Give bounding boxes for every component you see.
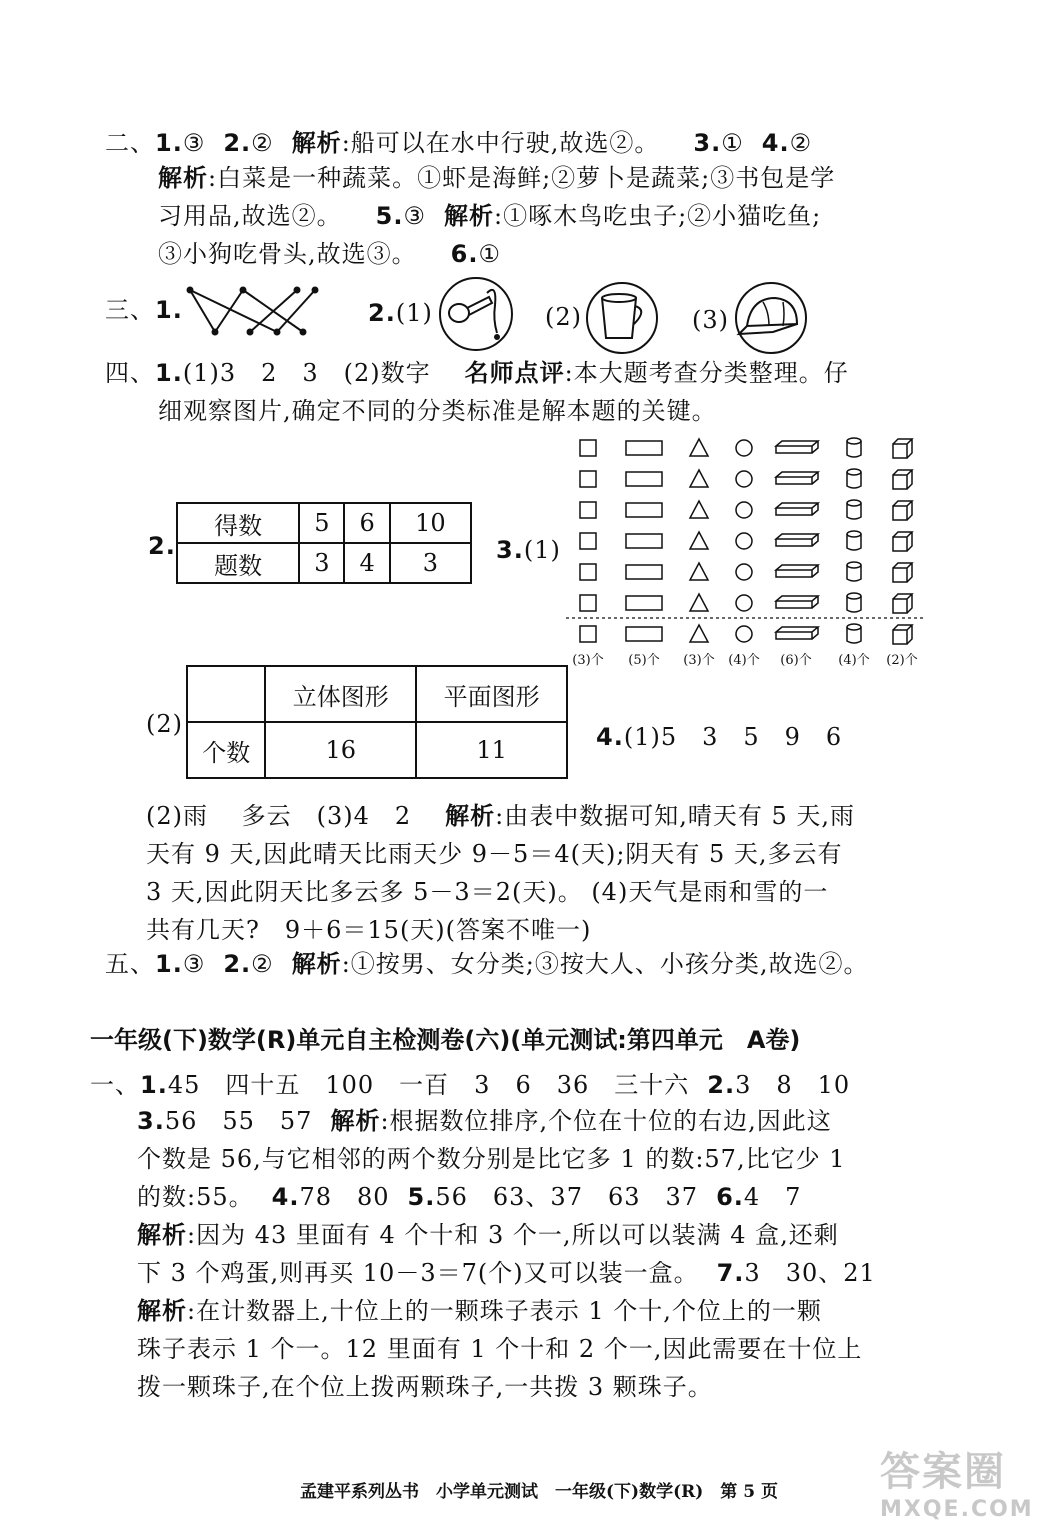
sec4-line6: 天有 9 天,因此晴天比雨天少 9－5＝4(天);阴天有 5 天,多云有 (146, 840, 843, 868)
section-number: 三、 (105, 296, 155, 324)
shape-count-label: (4)个 (838, 653, 870, 668)
cuboid-shape (776, 596, 818, 608)
cylinder-shape (847, 531, 861, 550)
analysis-label: 解析 (330, 1107, 381, 1135)
question-number: 2. (223, 129, 252, 157)
q2-number: 2. (148, 532, 176, 560)
sec4-line5 (146, 799, 855, 833)
table-cell: 5 (299, 503, 344, 543)
q4-line (596, 720, 842, 754)
sec3-q2 (368, 296, 433, 330)
answer: 的数:55。 (137, 1183, 254, 1211)
square-shape (580, 626, 596, 642)
shape-count-label: (2)个 (886, 653, 918, 668)
score-table-row (177, 543, 471, 583)
analysis-text: 下 3 个鸡蛋,则再买 10－3＝7(个)又可以装一盒。 (137, 1259, 699, 1287)
analysis-label: 解析 (445, 802, 496, 830)
question-number: 5. (407, 1183, 436, 1211)
answer: (1)5 3 5 9 6 (623, 723, 843, 751)
analysis-text: :在计数器上,十位上的一颗珠子表示 1 个十,个位上的一颗 (187, 1297, 822, 1325)
answer: ③ (182, 950, 206, 978)
rectangle-shape (626, 534, 662, 548)
analysis-text: :船可以在水中行驶,故选②。 (341, 129, 660, 157)
analysis-text: :根据数位排序,个位在十位的右边,因此这 (380, 1107, 832, 1135)
sub-question: (1) (395, 299, 433, 327)
sec1-line2 (137, 1104, 832, 1138)
sec2-line4 (158, 237, 501, 271)
table-cell: 11 (416, 722, 567, 778)
answer: ② (789, 129, 813, 157)
shape-type-table (186, 665, 568, 779)
question-number: 4. (596, 723, 624, 751)
watermark (880, 1440, 1045, 1530)
sec4-line2: 细观察图片,确定不同的分类标准是解本题的关键。 (158, 397, 717, 425)
question-number: 3. (496, 536, 524, 564)
triangle-shape (690, 625, 708, 642)
sec2-line1 (105, 126, 812, 160)
triangle-shape (690, 594, 708, 611)
sec1-line4 (137, 1180, 801, 1214)
comment-label: 名师点评 (464, 359, 565, 387)
answer: 4 7 (743, 1183, 802, 1211)
analysis-label: 解析 (158, 164, 208, 192)
rectangle-shape (626, 565, 662, 579)
sec1-line9: 拨一颗珠子,在个位上拨两颗珠子,一共拨 3 颗珠子。 (137, 1373, 713, 1401)
answer: 56 63、37 63 37 (435, 1183, 699, 1211)
circle-shape (736, 626, 752, 642)
rectangle-shape (626, 503, 662, 517)
cube-shape (893, 625, 912, 644)
shape-count-label: (4)个 (728, 653, 760, 668)
triangle-shape (690, 563, 708, 580)
q3-p2: (2) (146, 710, 183, 738)
question-number: 4. (761, 129, 790, 157)
cube-shape (893, 501, 912, 520)
shape-count-label: (3)个 (683, 653, 715, 668)
sec1-line1 (90, 1068, 850, 1102)
sec1-line6 (137, 1256, 876, 1290)
answer: ③ (182, 129, 206, 157)
circle-shape (736, 533, 752, 549)
analysis-text: :由表中数据可知,晴天有 5 天,雨 (495, 802, 856, 830)
answer: ① (478, 240, 501, 268)
triangle-shape (690, 532, 708, 549)
cylinder-shape (847, 624, 861, 643)
question-number: 2. (368, 299, 396, 327)
section-number: 一、 (90, 1071, 140, 1099)
sec2-line2 (158, 161, 835, 195)
question-number: 3. (693, 129, 722, 157)
cuboid-shape (776, 534, 818, 546)
cuboid-shape (776, 441, 818, 453)
cup-circle-icon (584, 280, 660, 356)
square-shape (580, 595, 596, 611)
section-number: 二、 (105, 129, 155, 157)
table-header-cell (187, 666, 265, 722)
analysis-label: 解析 (291, 129, 342, 157)
cuboid-shape (776, 503, 818, 515)
cylinder-shape (847, 469, 861, 488)
cube-shape (893, 594, 912, 613)
cube-shape (893, 470, 912, 489)
watermark-top: 答案圈 (880, 1449, 1006, 1495)
sec3-line (105, 293, 183, 327)
table-header-cell: 平面图形 (416, 666, 567, 722)
table-cell: 4 (344, 543, 389, 583)
cube-shape (893, 563, 912, 582)
question-number: 1. (155, 359, 183, 387)
whistle-circle-icon (437, 275, 515, 353)
table-cell: 6 (344, 503, 389, 543)
test-heading: 一年级(下)数学(R)单元自主检测卷(六)(单元测试:第四单元 A卷) (90, 1026, 801, 1054)
question-number: 2. (707, 1071, 736, 1099)
row-header-cell: 得数 (177, 503, 299, 543)
cuboid-shape (776, 565, 818, 577)
sec1-line7 (137, 1294, 822, 1328)
answer: 56 55 57 (164, 1107, 313, 1135)
shape-count-label: (3)个 (572, 653, 604, 668)
circle-shape (736, 440, 752, 456)
square-shape (580, 564, 596, 580)
analysis-text: :①按男、女分类;③按大人、小孩分类,故选②。 (341, 950, 869, 978)
sec2-line3 (158, 199, 821, 233)
answer: ② (251, 129, 274, 157)
cylinder-shape (847, 562, 861, 581)
answer: 45 四十五 100 一百 3 6 36 三十六 (167, 1071, 690, 1099)
sec3-p3: (3) (692, 306, 729, 334)
sec4-line7: 3 天,因此阴天比多云多 5－3＝2(天)。 (4)天气是雨和雪的一 (146, 878, 829, 906)
analysis-label: 解析 (291, 950, 342, 978)
square-shape (580, 533, 596, 549)
cap-circle-icon (733, 280, 809, 356)
square-shape (580, 440, 596, 456)
analysis-label: 解析 (137, 1221, 187, 1249)
square-shape (580, 471, 596, 487)
sec4-line8: 共有几天? 9＋6＝15(天)(答案不唯一) (146, 916, 592, 944)
question-number: 6. (716, 1183, 744, 1211)
cube-shape (893, 439, 912, 458)
circle-shape (736, 595, 752, 611)
rectangle-shape (626, 596, 662, 610)
analysis-text: :白菜是一种蔬菜。①虾是海鲜;②萝卜是蔬菜;③书包是学 (208, 164, 836, 192)
question-number: 5. (375, 202, 404, 230)
question-number: 1. (155, 950, 183, 978)
sec4-line1 (105, 356, 849, 390)
cylinder-shape (847, 438, 861, 457)
cube-shape (893, 532, 912, 551)
triangle-shape (690, 439, 708, 456)
section-number: 五、 (105, 950, 155, 978)
triangle-shape (690, 501, 708, 518)
row-header-cell: 个数 (187, 722, 265, 778)
page-footer: 孟建平系列丛书 小学单元测试 一年级(下)数学(R) 第 5 页 (300, 1482, 778, 1502)
comment-text: :本大题考查分类整理。仔 (564, 359, 849, 387)
question-number: 3. (137, 1107, 165, 1135)
analysis-text: ③小狗吃骨头,故选③。 (158, 240, 417, 268)
answer: 78 80 (299, 1183, 390, 1211)
table-header-cell: 立体图形 (265, 666, 416, 722)
circle-shape (736, 502, 752, 518)
table-header-row (187, 666, 567, 722)
table-cell: 16 (265, 722, 416, 778)
rectangle-shape (626, 441, 662, 455)
answer: ② (251, 950, 274, 978)
circle-shape (736, 471, 752, 487)
question-number: 1. (155, 129, 183, 157)
cylinder-shape (847, 593, 861, 612)
sec1-line5 (137, 1218, 839, 1252)
answer: ① (721, 129, 744, 157)
analysis-label: 解析 (443, 202, 494, 230)
rectangle-shape (626, 472, 662, 486)
answer: ③ (403, 202, 426, 230)
cylinder-shape (847, 500, 861, 519)
q3-line (496, 533, 561, 567)
sec3-p2: (2) (545, 303, 582, 331)
question-number: 1. (140, 1071, 168, 1099)
question-number: 6. (450, 240, 479, 268)
rectangle-shape (626, 627, 662, 641)
sec1-line8: 珠子表示 1 个一。12 里面有 1 个十和 2 个一,因此需要在十位上 (137, 1335, 863, 1363)
answer: 3 30、21 (744, 1259, 876, 1287)
question-number: 2. (223, 950, 252, 978)
score-table (176, 502, 472, 584)
sec5-line (105, 947, 869, 981)
shape-count-label: (6)个 (780, 653, 812, 668)
question-number: 4. (271, 1183, 300, 1211)
cuboid-shape (776, 472, 818, 484)
score-table-row (177, 503, 471, 543)
answer: 3 8 10 (735, 1071, 851, 1099)
answer: (2)雨 多云 (3)4 2 (146, 802, 412, 830)
table-cell: 3 (390, 543, 471, 583)
shape-classification-chart (566, 432, 931, 672)
cuboid-shape (776, 627, 818, 639)
sec1-line3: 个数是 56,与它相邻的两个数分别是比它多 1 的数:57,比它少 1 (137, 1145, 846, 1173)
table-cell: 3 (299, 543, 344, 583)
section-number: 四、 (105, 359, 155, 387)
table-cell: 10 (390, 503, 471, 543)
analysis-text: :①啄木鸟吃虫子;②小猫吃鱼; (493, 202, 822, 230)
sub-question: (1) (523, 536, 561, 564)
matching-lines-diagram (185, 280, 325, 340)
table-row (187, 722, 567, 778)
question-number: 1. (155, 296, 183, 324)
analysis-label: 解析 (137, 1297, 187, 1325)
answer: (1)3 2 3 (2)数字 (182, 359, 431, 387)
triangle-shape (690, 470, 708, 487)
square-shape (580, 502, 596, 518)
question-number: 7. (716, 1259, 745, 1287)
analysis-text: :因为 43 里面有 4 个十和 3 个一,所以可以装满 4 盒,还剩 (187, 1221, 839, 1249)
row-header-cell: 题数 (177, 543, 299, 583)
shape-count-label: (5)个 (628, 653, 660, 668)
analysis-text: 习用品,故选②。 (158, 202, 342, 230)
watermark-bottom: MXQE.COM (880, 1497, 1034, 1522)
circle-shape (736, 564, 752, 580)
